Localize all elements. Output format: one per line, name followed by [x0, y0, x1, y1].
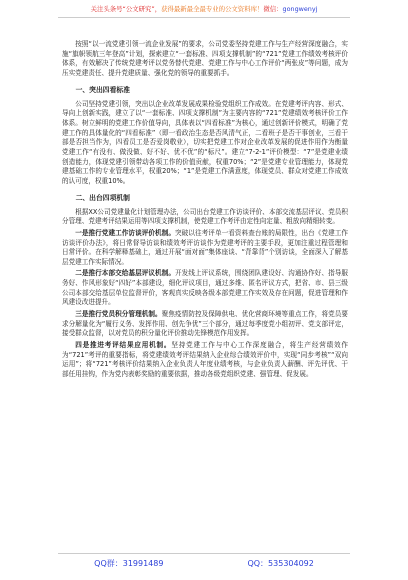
mechanism-3-text: 聚焦疫情防控及保障供电、优化营商环境等重点工作，将党员要求分解量化为“履行义务、发挥作用、创先争优”三个部分，通过每季度党小组初评、党支部评定，接受群众监督，以对党员的积分量化评价推动先锋模范作用发挥。 [62, 310, 349, 338]
mechanism-3-lead: 三是推行党员积分管理机制。 [75, 310, 162, 319]
footer-qq-number[interactable]: QQ：535304092 [247, 559, 314, 568]
mechanism-1-text: 突破以往考评单一看资料查台账的局限性，出台《党建工作访谈评价办法》，将日常督导访谈和绩效考评访谈作为党建考评的主要手段，更加注重过程管理和日常评价。在科学解释基础上，通过开展“面对面”集体座谈、“背靠背”个别访谈，全面深入了解基层党建工作实际情况。 [62, 228, 349, 266]
intro-paragraph: 按照“以一流党建引领一流企业发展”的要求，公司党委坚持党建工作与生产经营深度融合，实施“旗帜领航三年登高”计划，探索建立“一套标准、四项支撑机制”的“721”党建工作绩效考核评价体系，有效解决了传统党建考评以党务替代党建、党建工作与中心工作评价“两张皮”等问题，成为压实党建责任、提升党建质量、强化党的领导的重要抓手。 [62, 40, 348, 77]
section2-paragraph: 根据XX公司党建量化计划管理办法，公司出台党建工作访谈评价、本部交流基层评议、党员积分管理、党建考评结果运用等四项支撑机制，使党建工作考评由定性向定量、粗放向精细转变。 [62, 207, 348, 226]
document-body [62, 40, 348, 380]
banner-wechat-id[interactable]: gongwenyj [282, 5, 318, 13]
mechanism-4-lead: 四是推进考评结果应用机制。 [75, 341, 172, 350]
section1-heading: 一、突出四看标准 [75, 85, 130, 94]
top-promo-banner [0, 2, 408, 16]
mechanism-2-text: 开发线上评议系统，围绕团队建设好、沟通协作好、指导服务好、作风形象好“四好”本部建设，细化评议项目，通过多维、匿名评议方式，把省、市、县三级公司本部交给基层单位监督评价，客观真实反映各级本部党建工作实效及存在问题，促进管理和作风建设改进提升。 [62, 269, 349, 307]
footer-contact [0, 558, 408, 569]
mechanism-4-text: 坚持党建工作与中心工作深度融合，将生产经营绩效作为“721”考评的重要指标，将党建绩效考评结果纳入企业综合绩效评价中，实现“同步考核”“双向运用”；将“721”考核评价结果纳入企业负责人年度业绩考核，与企业负责人薪酬、评先评优、干部任用挂钩，作为党内表彰奖励的重要依据，推动各级党组织党建、强管理、促发展。 [62, 341, 349, 379]
banner-library-text: 获得最新最全最专业的公文资料库！ [161, 5, 264, 13]
mechanism-2-lead: 二是推行本部交给基层评议机制。 [75, 269, 176, 278]
mechanism-item-1 [62, 229, 348, 268]
section2-heading: 二、出台四项机制 [75, 193, 130, 202]
mechanism-item-2 [62, 269, 348, 308]
section1-paragraph: 公司坚持党建引领，突出以企业改革发展成果检验党组织工作成效。在党建考评内容、形式、导向上创新实践，建立了以“一套标准、四项支撑机制”为主要内容的“721”党建绩效考核评价工作体系。树立鲜明的党建工作价值导向，具体表以“四看标准”为核心，通过创新评价模式，明确了党建工作的具体量化的“四看标准”（即一看政治生态是否风清气正，二看班子是否干事创业，三看干部是否担当作为，四看员工是否爱岗敬业），切实把党建工作对企业改革发展的促进作用作为衡量党建工作“有没有、做没做、好不好、优不优”的“标尺”。建立“7-2-1”评价模型：“7”是党建业绩创造能力，体现党建引领带动各项工作的价值贡献，权重70%；“2”是党建专业管理能力，体现党建基础工作的专业管理水平，权重20%；“1”是党建工作满意度，体现党员、群众对党建工作成效的认可度，权重10%。 [62, 99, 348, 185]
footer-qq-group[interactable]: QQ群：31991489 [94, 559, 164, 568]
footer-rule [58, 553, 350, 554]
mechanism-item-4 [62, 341, 348, 380]
mechanism-item-3 [62, 310, 348, 339]
banner-follow-text: 关注头条号“公文研究”， [90, 5, 162, 13]
header-rule [58, 17, 350, 18]
banner-wechat-label: 微信： [263, 5, 283, 13]
mechanism-1-lead: 一是推行党建工作访谈评价机制。 [75, 228, 176, 237]
